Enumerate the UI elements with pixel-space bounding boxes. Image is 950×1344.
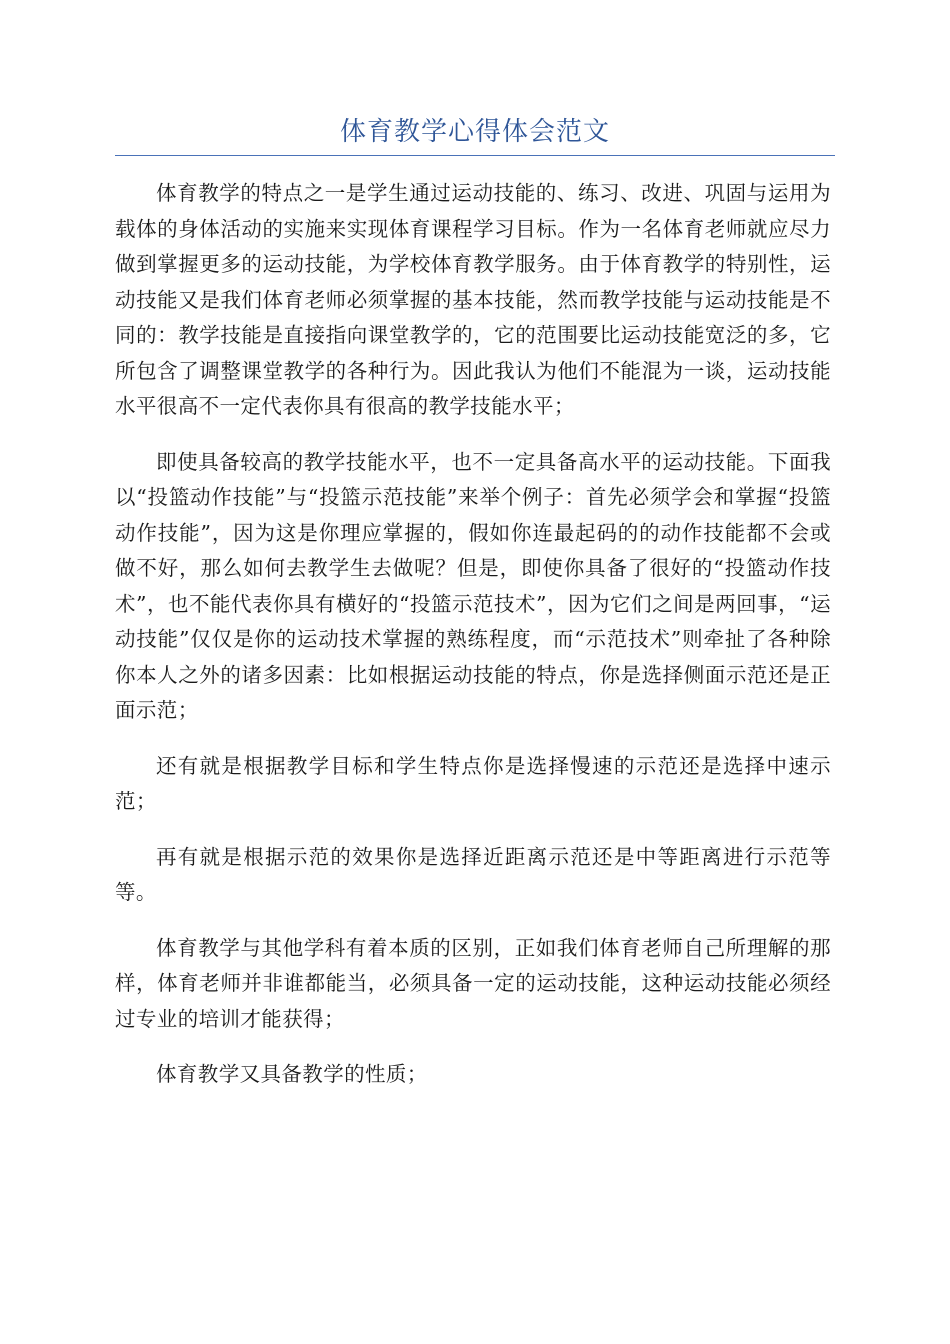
title-underline <box>115 155 835 156</box>
document-title: 体育教学心得体会范文 <box>339 117 610 147</box>
paragraph-4: 再有就是根据示范的效果你是选择近距离示范还是中等距离进行示范等等。 <box>115 844 831 904</box>
document-body <box>115 176 831 1113</box>
paragraph-1: 体育教学的特点之一是学生通过运动技能的、练习、改进、巩固与运用为载体的身体活动的实施来实现体育课程学习目标。作为一名体育老师就应尽力做到掌握更多的运动技能，为学校体育教学服务。由于体育教学的特别性，运动技能又是我们体育老师必须掌握的基本技能，然而教学技能与运动技能是不同的：教学技能是直接指向课堂教学的，它的范围要比运动技能宽泛的多，它所包含了调整课堂教学的各种行为。因此我认为他们不能混为一谈，运动技能水平很高不一定代表你具有很高的教学技能水平； <box>115 181 831 418</box>
paragraph-3: 还有就是根据教学目标和学生特点你是选择慢速的示范还是选择中速示范； <box>115 753 831 813</box>
paragraph-6: 体育教学又具备教学的性质； <box>156 1062 428 1086</box>
paragraph-5: 体育教学与其他学科有着本质的区别，正如我们体育老师自己所理解的那样，体育老师并非谁都能当，必须具备一定的运动技能，这种运动技能必须经过专业的培训才能获得； <box>115 935 831 1031</box>
paragraph-2: 即使具备较高的教学技能水平，也不一定具备高水平的运动技能。下面我以“投篮动作技能”与“投篮示范技能”来举个例子：首先必须学会和掌握“投篮动作技能”，因为这是你理应掌握的，假如你连最起码的的动作技能都不会或做不好，那么如何去教学生去做呢？但是，即使你具备了很好的“投篮动作技术”，也不能代表你具有横好的“投篮示范技术”，因为它们之间是两回事，“运动技能”仅仅是你的运动技术掌握的熟练程度，而“示范技术”则牵扯了各种除你本人之外的诸多因素：比如根据运动技能的特点，你是选择侧面示范还是正面示范； <box>115 449 831 722</box>
